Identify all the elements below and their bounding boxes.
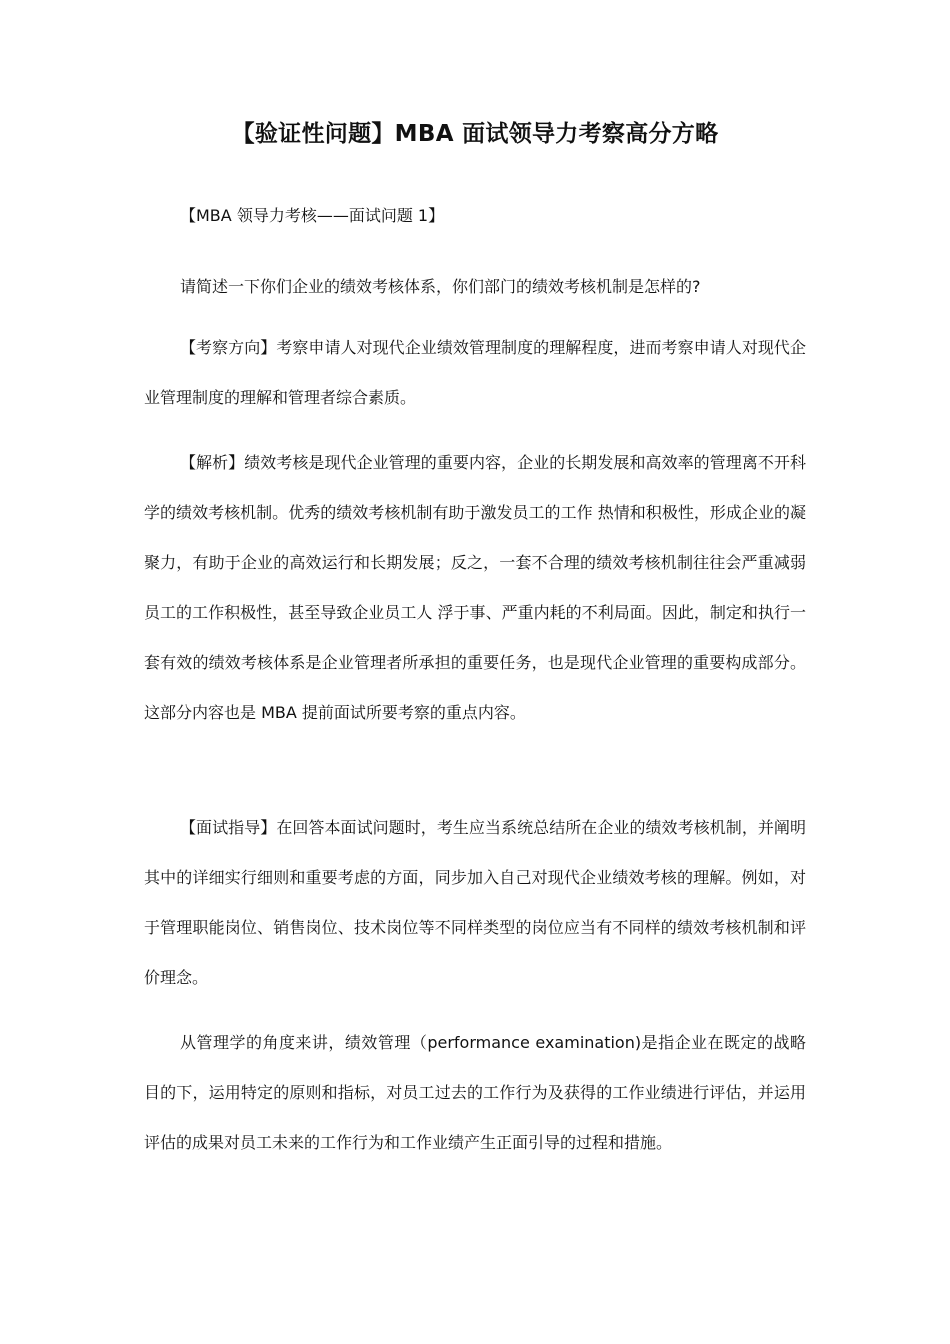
question-paragraph: 请简述一下你们企业的绩效考核体系，你们部门的绩效考核机制是怎样的?: [180, 277, 701, 296]
direction-label: 【考察方向】: [180, 338, 277, 357]
analysis-label: 【解析】: [180, 453, 245, 472]
guide-paragraph: [144, 803, 806, 1003]
section-tag: 【MBA 领导力考核——面试问题 1】: [180, 206, 445, 225]
guide-label: 【面试指导】: [180, 818, 277, 837]
analysis-text: 绩效考核是现代企业管理的重要内容，企业的长期发展和高效率的管理离不开科学的绩效考核机制。优秀的绩效考核机制有助于激发员工的工作 热情和积极性，形成企业的凝聚力，有助于企业的高效运行和长期发展；反之，一套不合理的绩效考核机制往往会严重减弱员工的工作积极性，甚至导致企业员工人 浮于事、严重内耗的不利局面。因此，制定和执行一套有效的绩效考核体系是企业管理者所承担的重要任务，也是现代企业管理的重要构成部分。这部分内容也是 MBA 提前面试所要考察的重点内容。: [144, 453, 806, 722]
theory-paragraph: 从管理学的角度来讲，绩效管理（performance examination)是指企业在既定的战略目的下，运用特定的原则和指标，对员工过去的工作行为及获得的工作业绩进行评估，并运用评估的成果对员工未来的工作行为和工作业绩产生正面引导的过程和措施。: [144, 1033, 806, 1152]
direction-paragraph: [144, 323, 806, 423]
direction-text: 考察申请人对现代企业绩效管理制度的理解程度，进而考察申请人对现代企业管理制度的理解和管理者综合素质。: [144, 338, 806, 407]
guide-text: 在回答本面试问题时，考生应当系统总结所在企业的绩效考核机制，并阐明其中的详细实行细则和重要考虑的方面，同步加入自己对现代企业绩效考核的理解。例如，对于管理职能岗位、销售岗位、技术岗位等不同样类型的岗位应当有不同样的绩效考核机制和评价理念。: [144, 818, 806, 987]
analysis-paragraph: [144, 438, 806, 738]
document-title: 【验证性问题】MBA 面试领导力考察高分方略: [231, 121, 719, 147]
